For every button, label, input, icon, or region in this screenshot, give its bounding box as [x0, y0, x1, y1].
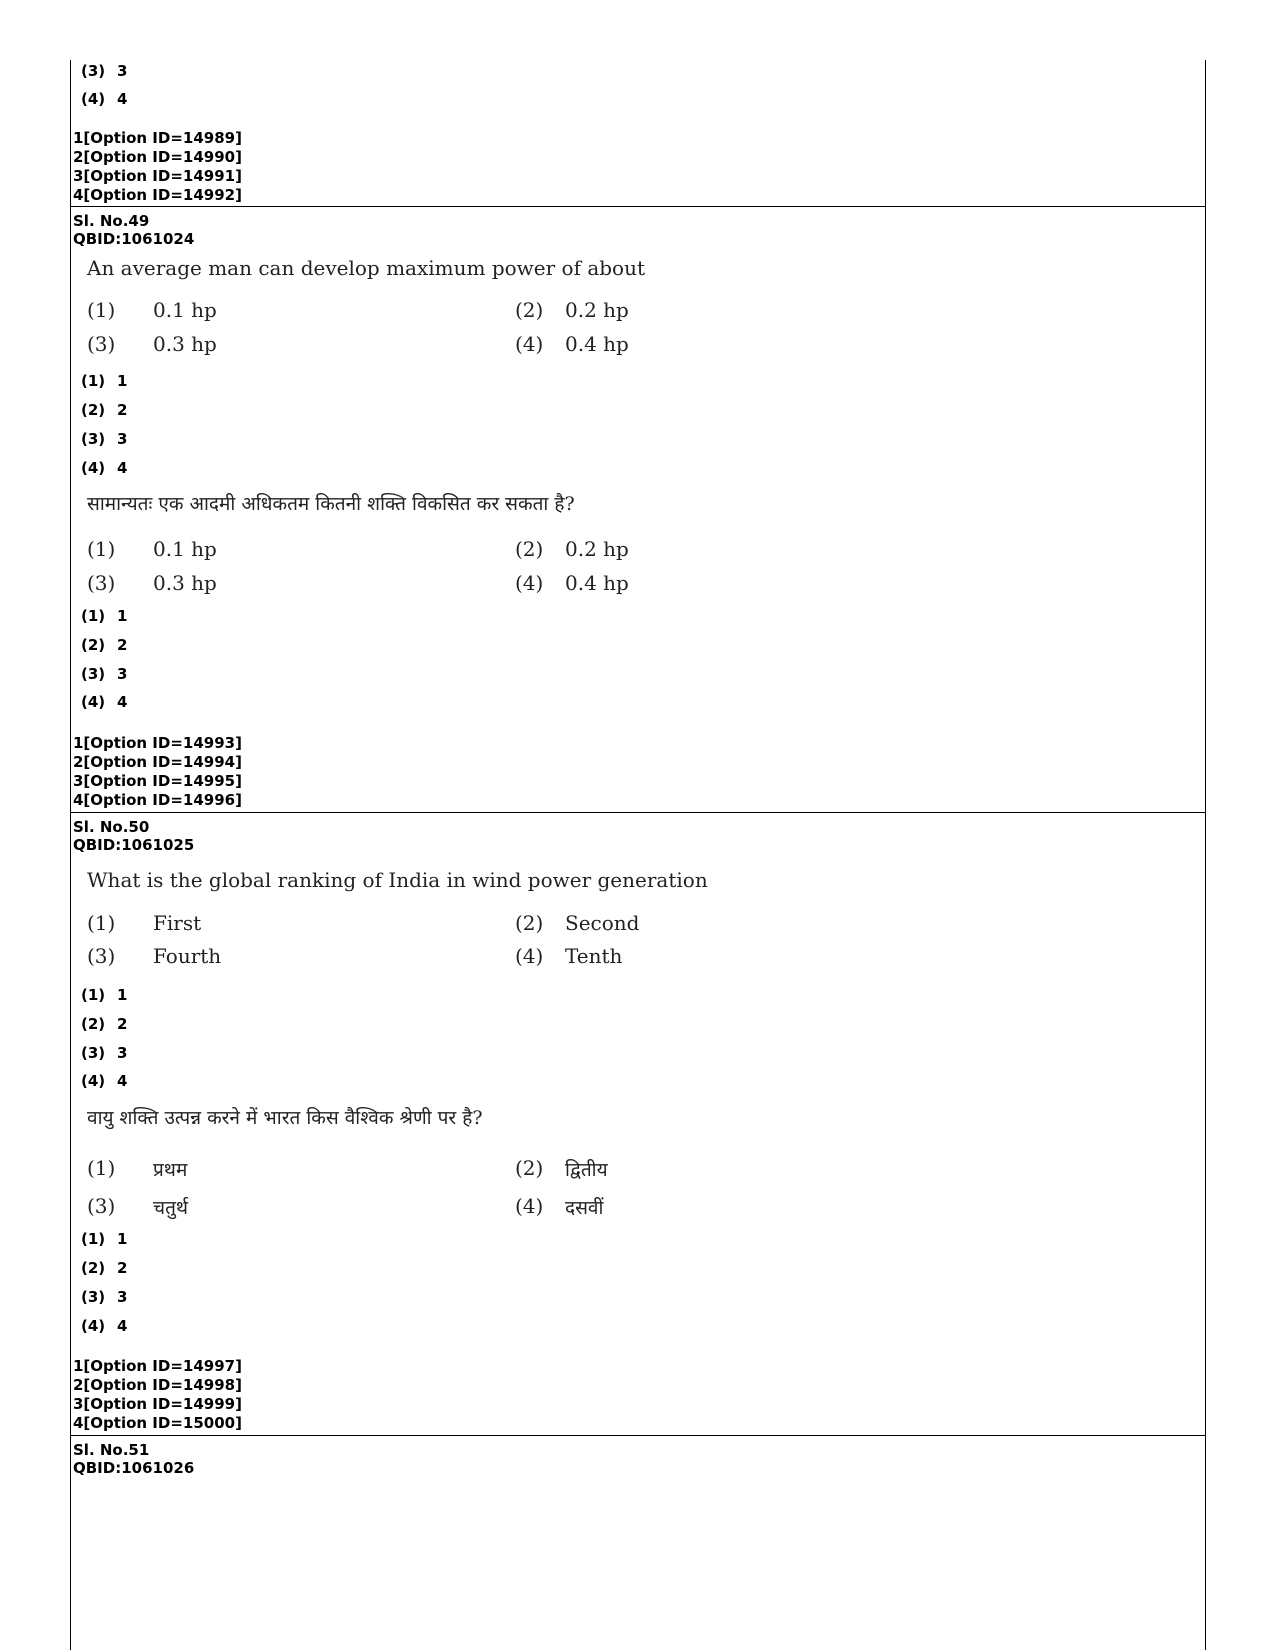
answer-option-4: (4) 4 — [81, 1317, 128, 1335]
serial-number: Sl. No.49 — [73, 212, 150, 230]
answer-option-3: (3) 3 — [81, 1288, 128, 1306]
option-text: Fourth — [153, 944, 222, 968]
option-num: (3) — [87, 944, 116, 968]
option-num: (3) — [87, 571, 116, 595]
option-num: (2) — [515, 298, 544, 322]
answer-option-4: (4) 4 — [81, 693, 128, 711]
option-text: 0.4 hp — [565, 332, 629, 356]
answer-option-1: (1) 1 — [81, 372, 128, 390]
option-num: (2) — [515, 1156, 544, 1180]
option-text: प्रथम — [153, 1159, 188, 1181]
option-id: 4[Option ID=15000] — [73, 1414, 242, 1432]
option-num: (3) — [87, 332, 116, 356]
question-text-hi: वायु शक्ति उत्पन्न करने में भारत किस वैश्विक श्रेणी पर है? — [87, 1107, 483, 1129]
option-num: (4) — [515, 1194, 544, 1218]
option-id: 1[Option ID=14989] — [73, 129, 242, 147]
option-num: (1) — [87, 1156, 116, 1180]
question-text-en: An average man can develop maximum power of about — [87, 256, 646, 280]
option-text: 0.4 hp — [565, 571, 629, 595]
answer-option-2: (2) 2 — [81, 1015, 128, 1033]
option-text: Tenth — [565, 944, 623, 968]
answer-option-1: (1) 1 — [81, 986, 128, 1004]
option-id: 3[Option ID=14995] — [73, 772, 242, 790]
answer-option-3: (3) 3 — [81, 430, 128, 448]
option-num: (2) — [515, 537, 544, 561]
option-id: 3[Option ID=14991] — [73, 167, 242, 185]
option-text: चतुर्थ — [153, 1197, 189, 1219]
option-text: 0.1 hp — [153, 537, 217, 561]
option-num: (3) — [87, 1194, 116, 1218]
option-text: द्वितीय — [565, 1159, 608, 1181]
option-text: 0.1 hp — [153, 298, 217, 322]
answer-option-1: (1) 1 — [81, 1230, 128, 1248]
option-id: 4[Option ID=14992] — [73, 186, 242, 204]
option-num: (4) — [515, 332, 544, 356]
answer-option-1: (1) 1 — [81, 607, 128, 625]
option-num: (4) — [515, 571, 544, 595]
option-text: 0.3 hp — [153, 332, 217, 356]
option-num: (1) — [87, 537, 116, 561]
qbid: QBID:1061026 — [73, 1459, 195, 1477]
divider — [71, 206, 1205, 207]
option-num: (1) — [87, 298, 116, 322]
option-id: 1[Option ID=14997] — [73, 1357, 242, 1375]
answer-option-4: (4) 4 — [81, 1072, 128, 1090]
option-id: 2[Option ID=14990] — [73, 148, 242, 166]
question-text-hi: सामान्यतः एक आदमी अधिकतम कितनी शक्ति विकसित कर सकता है? — [87, 493, 575, 515]
divider — [71, 812, 1205, 813]
answer-option-3: (3) 3 — [81, 1044, 128, 1062]
option-num: (1) — [87, 911, 116, 935]
option-text: 0.3 hp — [153, 571, 217, 595]
option-id-list — [73, 734, 242, 810]
option-num: (2) — [515, 911, 544, 935]
option-id-list — [73, 129, 242, 205]
option-id: 2[Option ID=14994] — [73, 753, 242, 771]
answer-option-2: (2) 2 — [81, 401, 128, 419]
qbid: QBID:1061024 — [73, 230, 195, 248]
qbid: QBID:1061025 — [73, 836, 195, 854]
answer-option-4: (4) 4 — [81, 90, 128, 108]
option-id: 2[Option ID=14998] — [73, 1376, 242, 1394]
option-text: Second — [565, 911, 640, 935]
option-text: First — [153, 911, 202, 935]
answer-option-3: (3) 3 — [81, 665, 128, 683]
option-text: दसवीं — [565, 1197, 604, 1219]
option-text: 0.2 hp — [565, 537, 629, 561]
option-id: 3[Option ID=14999] — [73, 1395, 242, 1413]
answer-option-3: (3) 3 — [81, 62, 128, 80]
question-paper-frame — [70, 60, 1206, 1650]
question-text-en: What is the global ranking of India in wind power generation — [87, 868, 708, 892]
option-text: 0.2 hp — [565, 298, 629, 322]
option-id-list — [73, 1357, 242, 1433]
option-id: 4[Option ID=14996] — [73, 791, 242, 809]
divider — [71, 1435, 1205, 1436]
answer-option-4: (4) 4 — [81, 459, 128, 477]
serial-number: Sl. No.51 — [73, 1441, 150, 1459]
serial-number: Sl. No.50 — [73, 818, 150, 836]
answer-option-2: (2) 2 — [81, 1259, 128, 1277]
option-id: 1[Option ID=14993] — [73, 734, 242, 752]
option-num: (4) — [515, 944, 544, 968]
answer-option-2: (2) 2 — [81, 636, 128, 654]
